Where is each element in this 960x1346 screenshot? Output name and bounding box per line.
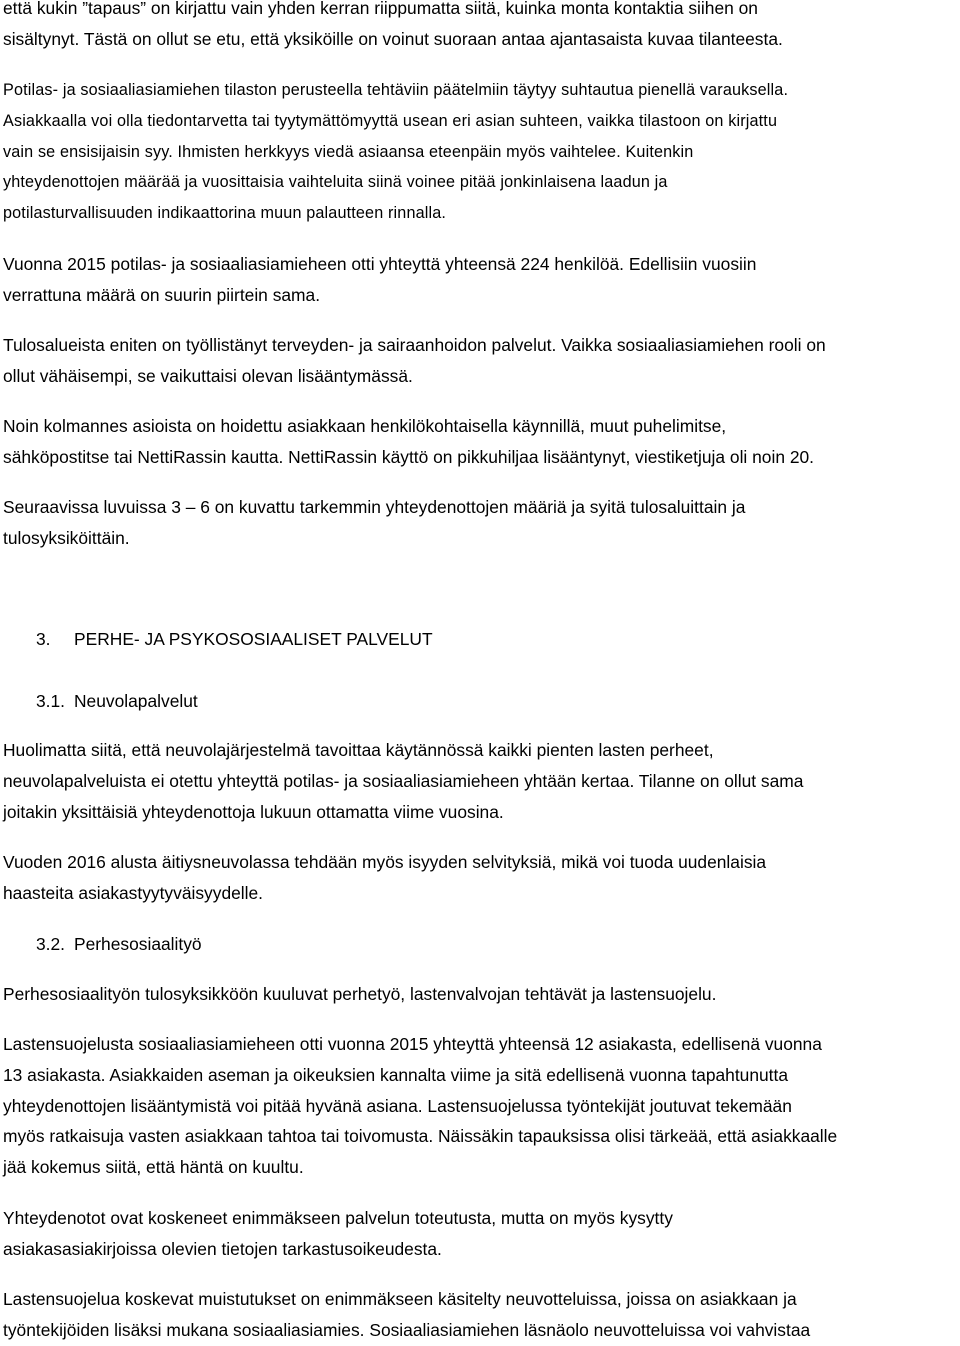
family-social-work-paragraph	[3, 979, 958, 1010]
complaints-paragraph	[3, 1284, 958, 1346]
section-title: Neuvolapalvelut	[74, 691, 198, 711]
text-line: Huolimatta siitä, että neuvolajärjestelmä tavoittaa käytännössä kaikki pienten lasten perheet,	[3, 740, 714, 760]
text-line: työntekijöiden lisäksi mukana sosiaaliasiamies. Sosiaaliasiamiehen läsnäolo neuvotteluissa voi vahvistaa	[3, 1319, 811, 1340]
text-line: asiakasasiakirjoissa olevien tietojen tarkastusoikeudesta.	[3, 1238, 442, 1259]
text-line: että kukin ”tapaus” on kirjattu vain yhden kerran riippumatta siitä, kuinka monta kontaktia siihen on	[3, 0, 758, 18]
text-line: haasteita asiakastyytyväisyydelle.	[3, 882, 264, 903]
units-paragraph	[3, 330, 958, 392]
text-line: Lastensuojelusta sosiaaliasiamieheen otti vuonna 2015 yhteyttä yhteensä 12 asiakasta, edellisenä vuonna	[3, 1034, 822, 1054]
text-line: Seuraavissa luvuissa 3 – 6 on kuvattu tarkemmin yhteydenottojen määriä ja syitä tulosaluittain ja	[3, 497, 746, 517]
intro-paragraph	[3, 0, 958, 55]
text-line: Noin kolmannes asioista on hoidettu asiakkaan henkilökohtaisella käynnillä, muut puhelimitse,	[3, 416, 727, 436]
section-number: 3.1.	[36, 691, 66, 711]
section-title: PERHE- JA PSYKOSOSIAALISET PALVELUT	[74, 629, 433, 649]
contacts-2015-paragraph	[3, 249, 958, 311]
text-line: myös ratkaisuja vasten asiakkaan tahtoa tai toivomusta. Näissäkin tapauksissa olisi tärkeää, että asiakkaalle	[3, 1126, 838, 1147]
text-line: yhteydenottojen lisääntymistä voi pitää hyvänä asiana. Lastensuojelussa työntekijät joutuvat tekemään	[3, 1095, 792, 1116]
text-line: jää kokemus siitä, että häntä on kuultu.	[3, 1157, 304, 1178]
caution-paragraph	[3, 75, 958, 229]
visits-paragraph	[3, 411, 958, 473]
neuvola-paragraph	[3, 735, 958, 827]
text-line: verrattuna määrä on suurin piirtein sama.	[3, 284, 321, 305]
text-line: sisältynyt. Tästä on ollut se etu, että yksiköille on voinut suoraan antaa ajantasaista kuvaa tilanteesta.	[3, 28, 783, 49]
contacts-topics-paragraph	[3, 1203, 958, 1265]
section-title: Perhesosiaalityö	[74, 934, 202, 954]
text-line: Tulosalueista eniten on työllistänyt terveyden- ja sairaanhoidon palvelut. Vaikka sosiaaliasiamiehen rooli on	[3, 335, 826, 355]
text-line: Vuonna 2015 potilas- ja sosiaaliasiamieheen otti yhteyttä yhteensä 224 henkilöä. Edellisiin vuosiin	[3, 254, 757, 274]
child-protection-paragraph	[3, 1029, 958, 1183]
text-line: yhteydenottojen määrää ja vuosittaisia vaihteluita siinä voinee pitää jonkinlaisena laadun ja	[3, 173, 668, 192]
text-line: neuvolapalveluista ei otettu yhteyttä potilas- ja sosiaaliasiamieheen yhtään kertaa. Tilanne on ollut sama	[3, 770, 804, 791]
text-line: Perhesosiaalityön tulosyksikköön kuuluvat perhetyö, lastenvalvojan tehtävät ja lastensuojelu.	[3, 984, 717, 1004]
figures-paragraph	[3, 492, 958, 554]
text-line: sähköpostitse tai NettiRassin kautta. NettiRassin käyttö on pikkuhiljaa lisääntynyt, viestiketjuja oli noin 20.	[3, 446, 815, 467]
text-line: Potilas- ja sosiaaliasiamiehen tilaston perusteella tehtäviin päätelmiin täytyy suhtautua pienellä varauksella.	[3, 81, 789, 99]
text-line: potilasturvallisuuden indikaattorina muun palautteen rinnalla.	[3, 204, 447, 223]
text-line: joitakin yksittäisiä yhteydenottoja lukuun ottamatta viime vuosina.	[3, 801, 504, 822]
section-number: 3.2.	[36, 934, 66, 954]
text-line: 13 asiakasta. Asiakkaiden aseman ja oikeuksien kannalta viime ja sitä edellisenä vuonna tapahtunutta	[3, 1064, 789, 1085]
text-line: Asiakkaalla voi olla tiedontarvetta tai tyytymättömyyttä usean eri asian suhteen, vaikka tilastoon on kirjattu	[3, 111, 778, 130]
paternity-paragraph	[3, 847, 958, 909]
text-line: tulosyksiköittäin.	[3, 527, 130, 548]
text-line: Lastensuojelua koskevat muistutukset on enimmäkseen käsitelty neuvotteluissa, joissa on asiakkaan ja	[3, 1289, 797, 1309]
text-line: ollut vähäisempi, se vaikuttaisi olevan lisääntymässä.	[3, 365, 413, 386]
text-line: Yhteydenotot ovat koskeneet enimmäkseen palvelun toteutusta, mutta on myös kysytty	[3, 1208, 673, 1228]
section-number: 3.	[36, 629, 51, 649]
text-line: vain se ensisijaisin syy. Ihmisten herkkyys viedä asiaansa eteenpäin myös vaihtelee. Kuitenkin	[3, 142, 694, 161]
text-line: Vuoden 2016 alusta äitiysneuvolassa tehdään myös isyyden selvityksiä, mikä voi tuoda uudenlaisia	[3, 852, 767, 872]
